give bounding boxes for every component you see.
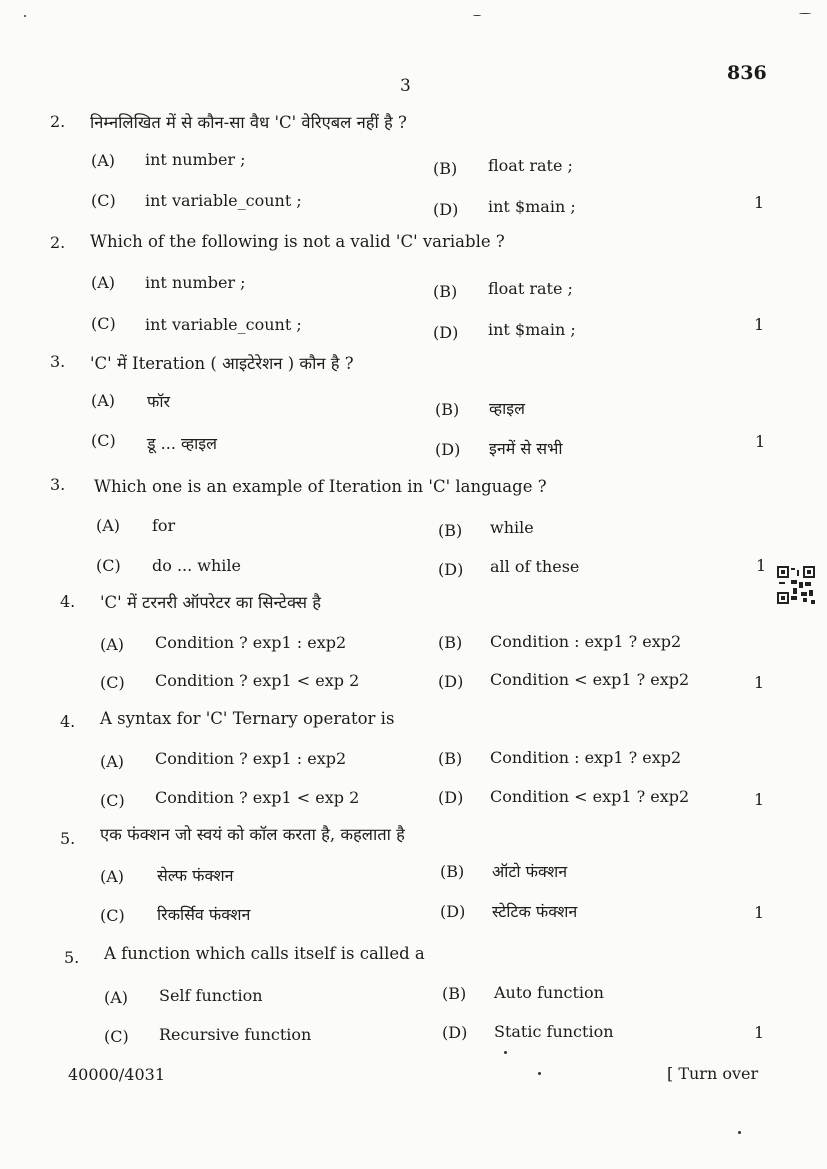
- option-label: (C): [96, 556, 121, 575]
- option-label: (D): [438, 672, 464, 691]
- option-label: (D): [440, 902, 466, 921]
- marks: 1: [756, 556, 767, 575]
- marks: 1: [754, 673, 765, 692]
- option-text: रिकर्सिव फंक्शन: [157, 905, 251, 924]
- option-label: (C): [100, 673, 125, 692]
- option-label: (D): [438, 560, 464, 579]
- option-text: float rate ;: [488, 279, 573, 298]
- option-text: Condition : exp1 ? exp2: [490, 632, 682, 651]
- question-text: एक फंक्शन जो स्वयं को कॉल करता है, कहलाता है: [100, 825, 405, 844]
- option-text: for: [152, 516, 176, 535]
- turn-over-note: [ Turn over: [667, 1064, 759, 1083]
- option-label: (A): [100, 867, 125, 886]
- marks: 1: [754, 315, 765, 334]
- question-number: 2.: [50, 112, 66, 131]
- qr-code-icon: [777, 566, 815, 604]
- question-number: 2.: [50, 233, 66, 252]
- option-label: (C): [91, 431, 116, 450]
- option-label: (B): [433, 282, 458, 301]
- option-label: (D): [433, 323, 459, 342]
- option-text: व्हाइल: [489, 399, 525, 418]
- option-label: (B): [433, 159, 458, 178]
- marks: 1: [754, 903, 765, 922]
- option-text: while: [490, 518, 534, 537]
- option-label: (A): [100, 635, 125, 654]
- option-text: Condition ? exp1 : exp2: [155, 633, 347, 652]
- option-text: डू ... व्हाइल: [147, 434, 217, 453]
- option-label: (B): [438, 749, 463, 768]
- question-number: 3.: [50, 475, 66, 494]
- option-text: Condition < exp1 ? exp2: [490, 787, 690, 806]
- option-label: (B): [438, 521, 463, 540]
- option-text: सेल्फ फंक्शन: [157, 866, 234, 885]
- marks: 1: [754, 193, 765, 212]
- option-text: do ... while: [152, 556, 242, 575]
- option-text: int $main ;: [488, 320, 576, 339]
- page-number: 3: [400, 76, 411, 96]
- marks: 1: [755, 432, 766, 451]
- option-text: फॉर: [147, 392, 171, 411]
- option-label: (B): [440, 862, 465, 881]
- option-label: (A): [96, 516, 121, 535]
- option-label: (B): [435, 400, 460, 419]
- option-text: float rate ;: [488, 156, 573, 175]
- question-number: 4.: [60, 592, 76, 611]
- option-text: स्टेटिक फंक्शन: [492, 902, 578, 921]
- option-text: Auto function: [494, 983, 604, 1002]
- option-text: Static function: [494, 1022, 614, 1041]
- scan-speck: [799, 13, 811, 14]
- question-number: 5.: [64, 948, 80, 967]
- option-label: (C): [91, 191, 116, 210]
- question-number: 5.: [60, 829, 76, 848]
- option-text: all of these: [490, 557, 580, 576]
- question-text: 'C' में टरनरी ऑपरेटर का सिन्टेक्स है: [100, 593, 322, 612]
- question-text: Which one is an example of Iteration in 'C' language ?: [94, 477, 547, 496]
- option-label: (A): [104, 988, 129, 1007]
- option-label: (B): [442, 984, 467, 1003]
- option-label: (B): [438, 633, 463, 652]
- option-label: (A): [91, 273, 116, 292]
- option-text: ऑटो फंक्शन: [492, 862, 568, 881]
- option-label: (D): [433, 200, 459, 219]
- scan-speck: [24, 15, 26, 17]
- question-text: Which of the following is not a valid 'C' variable ?: [90, 232, 505, 251]
- scan-speck: [504, 1051, 507, 1054]
- option-label: (C): [104, 1027, 129, 1046]
- question-text: 'C' में Iteration ( आइटेरेशन ) कौन है ?: [90, 354, 354, 373]
- marks: 1: [754, 790, 765, 809]
- option-label: (D): [438, 788, 464, 807]
- paper-code: 836: [727, 62, 767, 84]
- marks: 1: [754, 1023, 765, 1042]
- option-text: int variable_count ;: [145, 315, 302, 334]
- option-label: (C): [100, 906, 125, 925]
- option-text: int variable_count ;: [145, 191, 302, 210]
- option-label: (C): [91, 314, 116, 333]
- option-text: इनमें से सभी: [489, 439, 563, 458]
- option-text: int number ;: [145, 273, 246, 292]
- option-text: Condition < exp1 ? exp2: [490, 670, 690, 689]
- option-label: (D): [442, 1023, 468, 1042]
- option-text: int $main ;: [488, 197, 576, 216]
- option-text: Self function: [159, 986, 263, 1005]
- footer-code: 40000/4031: [68, 1065, 166, 1084]
- option-label: (A): [91, 391, 116, 410]
- option-text: Condition : exp1 ? exp2: [490, 748, 682, 767]
- question-number: 3.: [50, 352, 66, 371]
- option-label: (A): [91, 151, 116, 170]
- scan-speck: [738, 1131, 741, 1134]
- option-text: Condition ? exp1 < exp 2: [155, 788, 360, 807]
- question-text: A syntax for 'C' Ternary operator is: [100, 709, 395, 728]
- question-text: निम्नलिखित में से कौन-सा वैध 'C' वेरिएबल नहीं है ?: [90, 113, 407, 132]
- option-text: Condition ? exp1 < exp 2: [155, 671, 360, 690]
- question-text: A function which calls itself is called a: [104, 944, 425, 963]
- option-text: int number ;: [145, 150, 246, 169]
- option-text: Condition ? exp1 : exp2: [155, 749, 347, 768]
- option-label: (D): [435, 440, 461, 459]
- scan-speck: [473, 15, 481, 16]
- question-number: 4.: [60, 712, 76, 731]
- scan-speck: [538, 1072, 541, 1075]
- option-label: (A): [100, 752, 125, 771]
- option-label: (C): [100, 791, 125, 810]
- option-text: Recursive function: [159, 1025, 312, 1044]
